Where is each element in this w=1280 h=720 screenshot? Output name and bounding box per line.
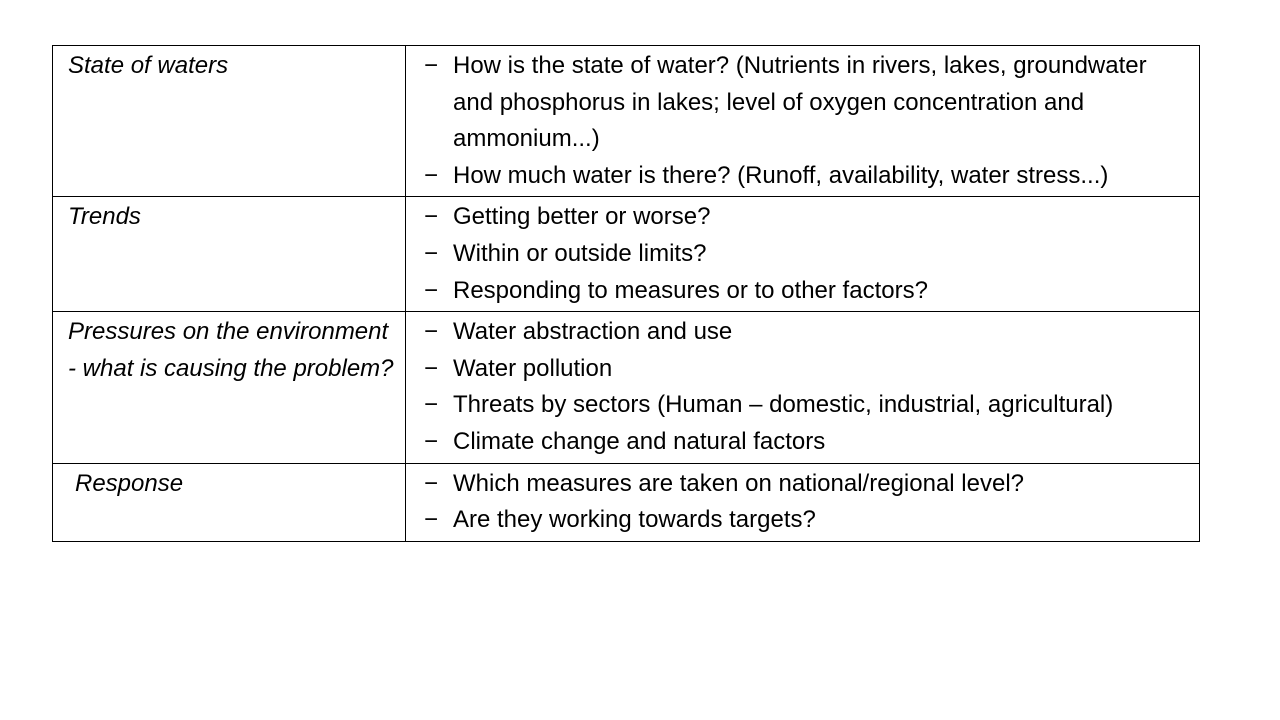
- dash-bullet-icon: −: [424, 391, 439, 419]
- list-item-text: Within or outside limits?: [453, 239, 707, 267]
- dash-bullet-icon: −: [424, 52, 439, 79]
- list-item-text: Which measures are taken on national/regional level?: [453, 469, 1024, 497]
- table-row-trends: [53, 197, 1200, 312]
- dash-bullet-icon: −: [424, 427, 439, 455]
- dash-bullet-icon: −: [424, 506, 439, 534]
- list-item-text: Climate change and natural factors: [453, 427, 826, 455]
- row-body-trends: [406, 197, 1200, 312]
- indicator-table: [52, 45, 1200, 542]
- bullet-list: [424, 48, 1191, 194]
- bullet-list: [424, 314, 1191, 460]
- list-item: [424, 387, 1191, 424]
- dash-bullet-icon: −: [424, 161, 439, 189]
- list-item-text: Getting better or worse?: [453, 203, 711, 231]
- dash-bullet-icon: −: [424, 469, 439, 497]
- list-item: [424, 199, 1191, 236]
- row-label-state-of-waters: State of waters: [53, 46, 406, 197]
- table-row-pressures: [53, 312, 1200, 463]
- list-item-text: Responding to measures or to other factors?: [453, 276, 928, 304]
- list-item: [424, 424, 1191, 461]
- list-item: [424, 314, 1191, 351]
- list-item-text: Are they working towards targets?: [453, 506, 816, 534]
- bullet-list: [424, 199, 1191, 309]
- row-label-pressures: Pressures on the environment - what is causing the problem?: [53, 312, 406, 463]
- list-item: [424, 158, 1191, 195]
- dash-bullet-icon: −: [424, 354, 439, 382]
- list-item: [424, 273, 1191, 310]
- list-item: [424, 236, 1191, 273]
- bullet-list: [424, 466, 1191, 539]
- table-row-state-of-waters: [53, 46, 1200, 197]
- list-item: [424, 502, 1191, 539]
- list-item-text: Water pollution: [453, 354, 613, 382]
- list-item-text: How is the state of water? (Nutrients in rivers, lakes, groundwater and phosphorus in lakes; level of oxygen concentration and ammonium...): [453, 52, 1147, 153]
- list-item-text: Water abstraction and use: [453, 318, 733, 346]
- list-item: [424, 466, 1191, 503]
- row-label-trends: Trends: [53, 197, 406, 312]
- list-item: [424, 351, 1191, 388]
- row-label-response: Response: [53, 463, 406, 541]
- dash-bullet-icon: −: [424, 239, 439, 267]
- dash-bullet-icon: −: [424, 276, 439, 304]
- row-body-state-of-waters: [406, 46, 1200, 197]
- list-item-text: Threats by sectors (Human – domestic, industrial, agricultural): [453, 391, 1114, 419]
- table-row-response: [53, 463, 1200, 541]
- dash-bullet-icon: −: [424, 318, 439, 346]
- list-item-text: How much water is there? (Runoff, availability, water stress...): [453, 161, 1109, 189]
- row-body-pressures: [406, 312, 1200, 463]
- list-item: [424, 48, 1191, 158]
- dash-bullet-icon: −: [424, 203, 439, 231]
- row-body-response: [406, 463, 1200, 541]
